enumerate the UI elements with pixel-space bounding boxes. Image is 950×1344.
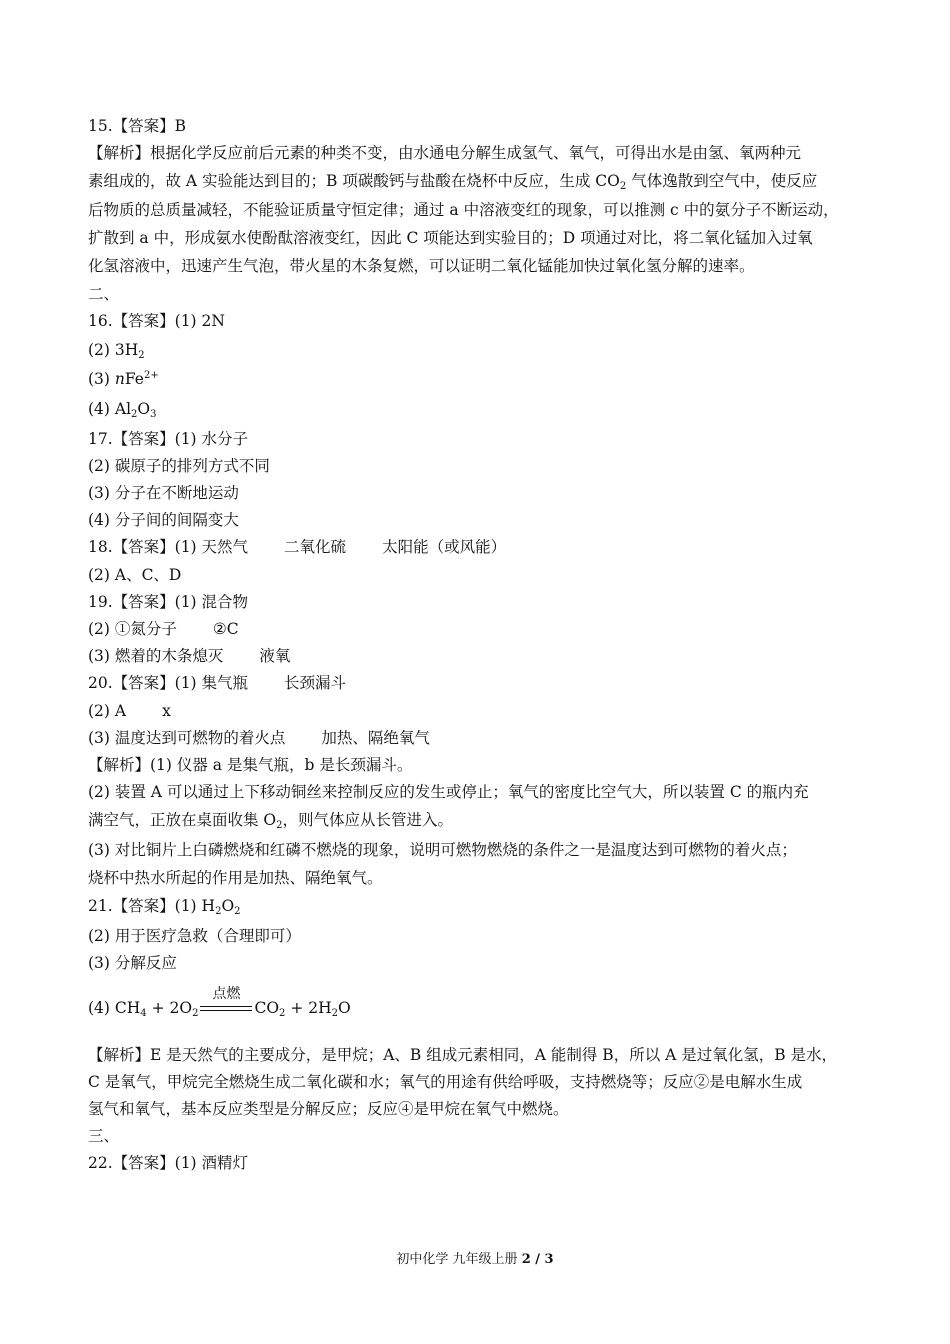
footer-text: 初中化学 九年级上册 (396, 1252, 522, 1267)
q21-answer-2: (2) 用于医疗急救（合理即可） (88, 927, 301, 945)
q15-analysis-line-2: 素组成的，故 A 实验能达到目的；B 项碳酸钙与盐酸在烧杯中反应，生成 $CO_2$ 气体逸散到空气中，使反应 (88, 172, 818, 192)
q21-answer-4-equation: (4) $CH_4 + 2O_2$ 点燃 $CO_2 + 2H_2O$ (88, 986, 351, 1019)
q21-answer-3: (3) 分解反应 (88, 954, 177, 972)
q15-answer: 15.【答案】B (88, 117, 187, 135)
q16-answer-1: 16.【答案】(1) 2N (88, 312, 225, 330)
q16-answer-2: (2) $3H_2$ (88, 341, 145, 361)
q17-answer-4: (4) 分子间的间隔变大 (88, 511, 239, 529)
page-footer (0, 1248, 950, 1267)
q20-analysis-1: 【解析】(1) 仪器 a 是集气瓶，b 是长颈漏斗。 (88, 756, 413, 774)
q22-answer-1: 22.【答案】(1) 酒精灯 (88, 1154, 249, 1172)
q21-answer-1: 21.【答案】(1) $H_2O_2$ (88, 897, 241, 917)
q20-answer-2: (2) A x (88, 702, 171, 720)
q21-analysis-2: C 是氧气，甲烷完全燃烧生成二氧化碳和水；氧气的用途有供给呼吸，支持燃烧等；反应②是电解水生成 (88, 1073, 803, 1091)
q21-analysis-1: 【解析】E 是天然气的主要成分，是甲烷；A、B 组成元素相同，A 能制得 B，所以 A 是过氧化氢，B 是水， (88, 1046, 838, 1064)
q19-answer-1: 19.【答案】(1) 混合物 (88, 593, 249, 611)
q20-answer-1: 20.【答案】(1) 集气瓶 长颈漏斗 (88, 674, 347, 692)
q17-answer-1: 17.【答案】(1) 水分子 (88, 430, 249, 448)
page-number: 2 / 3 (521, 1252, 554, 1267)
q19-answer-3: (3) 燃着的木条熄灭 液氧 (88, 647, 291, 665)
section-heading-2: 二、 (88, 285, 120, 303)
q15-analysis-line-3: 后物质的总质量减轻，不能验证质量守恒定律；通过 a 中溶液变红的现象，可以推测 c 中的氨分子不断运动， (88, 201, 839, 219)
q18-answer-1: 18.【答案】(1) 天然气 二氧化硫 太阳能（或风能） (88, 538, 507, 556)
q16-answer-4: (4) $Al_2O_3$ (88, 400, 157, 420)
reaction-arrow: 点燃 (200, 1004, 252, 1014)
q18-answer-2: (2) A、C、D (88, 566, 182, 584)
q15-analysis-line-1: 【解析】根据化学反应前后元素的种类不变，由水通电分解生成氢气、氧气，可得出水是由氢、氧两种元 (88, 144, 802, 162)
q20-analysis-2: (2) 装置 A 可以通过上下移动铜丝来控制反应的发生或停止；氧气的密度比空气大，所以装置 C 的瓶内充 (88, 783, 809, 801)
q15-analysis-line-5: 化氢溶液中，迅速产生气泡，带火星的木条复燃，可以证明二氧化锰能加快过氧化氢分解的速率。 (88, 257, 755, 275)
q16-answer-3: (3) nFe$^{2+}$ (88, 370, 159, 388)
q15-analysis-line-4: 扩散到 a 中，形成氨水使酚酞溶液变红，因此 C 项能达到实验目的；D 项通过对比，将二氧化锰加入过氧 (88, 229, 813, 247)
q20-answer-3: (3) 温度达到可燃物的着火点 加热、隔绝氧气 (88, 729, 430, 747)
q17-answer-2: (2) 碳原子的排列方式不同 (88, 457, 270, 475)
q17-answer-3: (3) 分子在不断地运动 (88, 484, 239, 502)
q20-analysis-5: 烧杯中热水所起的作用是加热、隔绝氧气。 (88, 869, 383, 887)
q20-analysis-4: (3) 对比铜片上白磷燃烧和红磷不燃烧的现象，说明可燃物燃烧的条件之一是温度达到可燃物的着火点； (88, 841, 797, 859)
q21-analysis-3: 氢气和氧气，基本反应类型是分解反应；反应④是甲烷在氧气中燃烧。 (88, 1100, 569, 1118)
section-heading-3: 三、 (88, 1127, 120, 1145)
q20-analysis-3: 满空气，正放在桌面收集 $O_2$，则气体应从长管进入。 (88, 811, 454, 831)
q19-answer-2: (2) ①氮分子 ②C (88, 620, 239, 638)
